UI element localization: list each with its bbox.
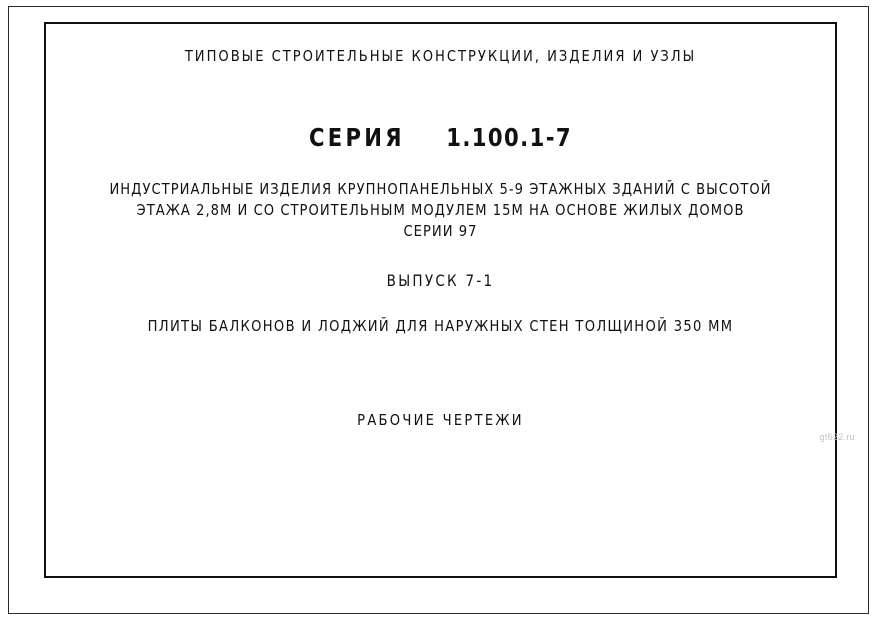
description-line-1: ИНДУСТРИАЛЬНЫЕ ИЗДЕЛИЯ КРУПНОПАНЕЛЬНЫХ 5-9 ЭТАЖНЫХ ЗДАНИЙ С ВЫСОТОЙ xyxy=(109,180,772,198)
series-line xyxy=(92,123,789,152)
title-block xyxy=(44,22,837,578)
watermark: gt622.ru xyxy=(819,432,855,442)
scan-edge xyxy=(0,0,8,627)
description-line-3: СЕРИИ 97 xyxy=(403,222,478,240)
document-subtitle: ПЛИТЫ БАЛКОНОВ И ЛОДЖИЙ ДЛЯ НАРУЖНЫХ СТЕН ТОЛЩИНОЙ 350 ММ xyxy=(147,317,734,335)
document-header: ТИПОВЫЕ СТРОИТЕЛЬНЫЕ КОНСТРУКЦИИ, ИЗДЕЛИЯ И УЗЛЫ xyxy=(184,47,697,65)
series-code: 1.100.1-7 xyxy=(446,123,573,152)
description-line-2: ЭТАЖА 2,8М И СО СТРОИТЕЛЬНЫМ МОДУЛЕМ 15М НА ОСНОВЕ ЖИЛЫХ ДОМОВ xyxy=(136,201,745,219)
series-label: СЕРИЯ xyxy=(308,123,405,152)
working-drawings-label: РАБОЧИЕ ЧЕРТЕЖИ xyxy=(357,411,524,429)
description xyxy=(92,179,789,242)
issue-number: ВЫПУСК 7-1 xyxy=(386,271,495,290)
